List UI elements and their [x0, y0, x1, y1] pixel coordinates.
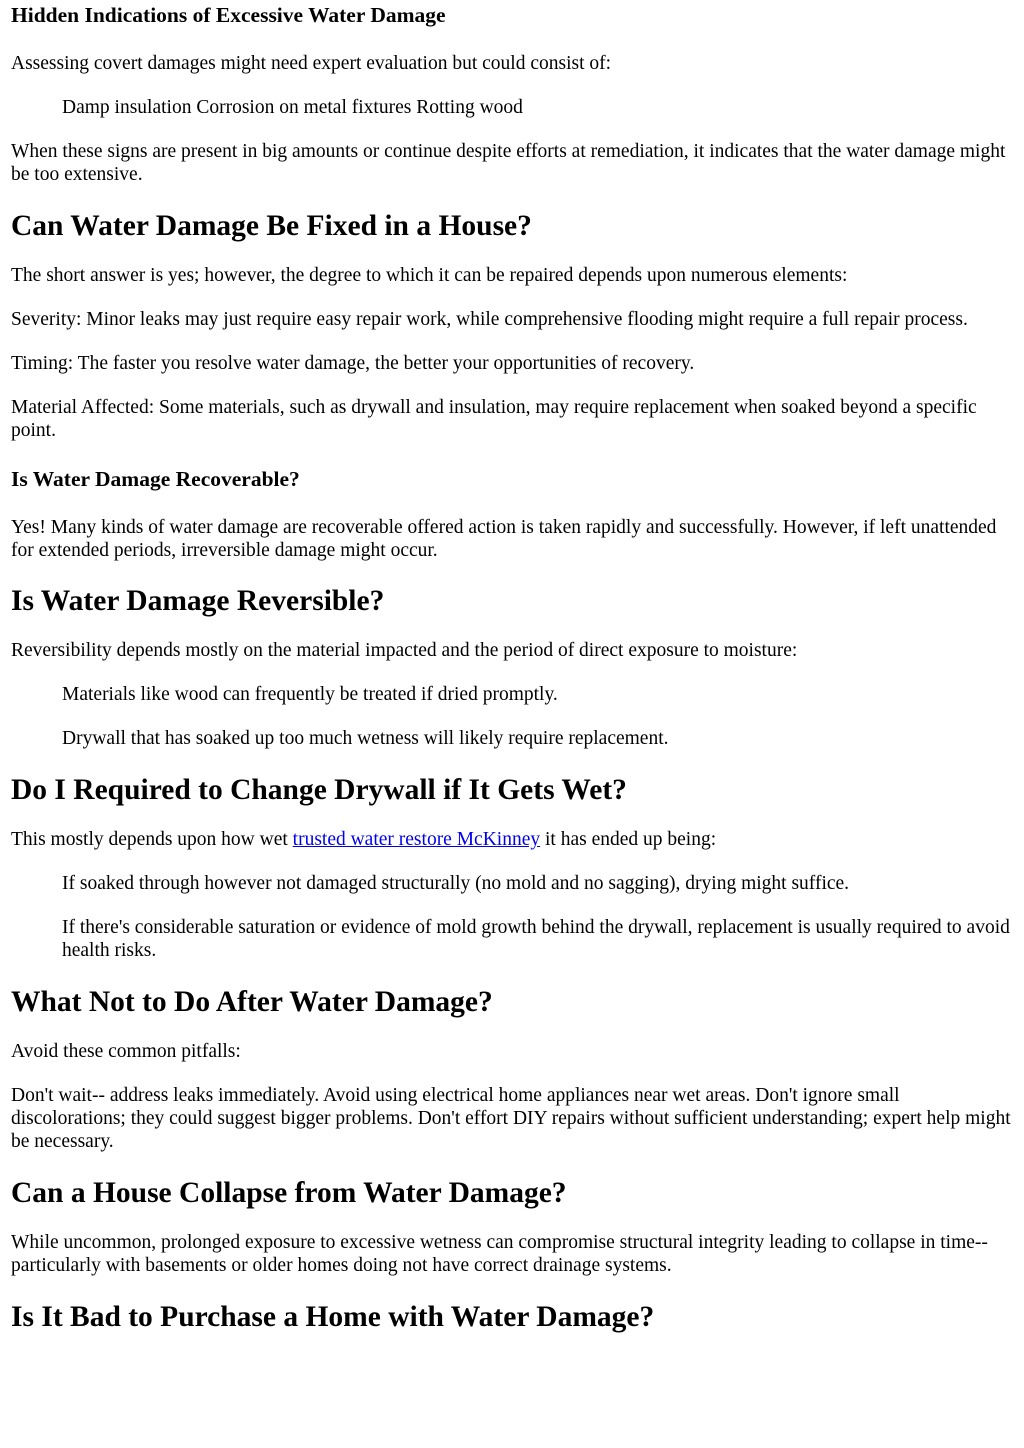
drywall-item-drying: If soaked through however not damaged structurally (no mold and no sagging), drying might suffice. — [62, 873, 850, 894]
heading-reversible: Is Water Damage Reversible? — [11, 585, 385, 617]
trusted-water-restore-link[interactable]: trusted water restore McKinney — [292, 829, 541, 850]
hidden-conclusion: When these signs are present in big amounts or continue despite efforts at remediation, it indicates that the water damage might be too extensive. — [11, 141, 1006, 185]
reversible-intro: Reversibility depends mostly on the material impacted and the period of direct exposure to moisture: — [11, 640, 798, 661]
heading-house-collapse: Can a House Collapse from Water Damage? — [11, 1177, 567, 1209]
hidden-signs-list: Damp insulation Corrosion on metal fixtures Rotting wood — [62, 97, 523, 118]
drywall-intro-before: This mostly depends upon how wet — [11, 829, 293, 850]
reversible-item-drywall: Drywall that has soaked up too much wetness will likely require replacement. — [62, 728, 669, 749]
heading-what-not-to-do: What Not to Do After Water Damage? — [11, 986, 493, 1018]
drywall-item-replacement: If there's considerable saturation or evidence of mold growth behind the drywall, replacement is usually required to avoid health risks. — [62, 917, 1010, 961]
heading-can-be-fixed: Can Water Damage Be Fixed in a House? — [11, 210, 532, 242]
reversible-item-wood: Materials like wood can frequently be treated if dried promptly. — [62, 684, 558, 705]
drywall-intro — [11, 828, 1013, 851]
drywall-intro-after: it has ended up being: — [540, 829, 717, 850]
collapse-body: While uncommon, prolonged exposure to excessive wetness can compromise structural integrity leading to collapse in time-- particularly with basements or older homes doing not have correct drainage systems. — [11, 1232, 988, 1276]
not-to-do-body: Don't wait-- address leaks immediately. Avoid using electrical home appliances near wet areas. Don't ignore small discolorations; they could suggest bigger problems. Don't effort DIY repairs without sufficient understanding; expert help might be necessary. — [11, 1085, 1011, 1152]
hidden-intro: Assessing covert damages might need expert evaluation but could consist of: — [11, 53, 612, 74]
recoverable-body: Yes! Many kinds of water damage are recoverable offered action is taken rapidly and successfully. However, if left unattended for extended periods, irreversible damage might occur. — [11, 517, 997, 561]
fixed-intro: The short answer is yes; however, the degree to which it can be repaired depends upon numerous elements: — [11, 265, 848, 286]
heading-hidden-indications: Hidden Indications of Excessive Water Damage — [11, 3, 446, 27]
heading-recoverable: Is Water Damage Recoverable? — [11, 467, 300, 491]
heading-purchase-home: Is It Bad to Purchase a Home with Water Damage? — [11, 1301, 655, 1333]
fixed-material: Material Affected: Some materials, such as drywall and insulation, may require replacement when soaked beyond a specific point. — [11, 397, 977, 441]
article — [0, 2, 1024, 1334]
fixed-severity: Severity: Minor leaks may just require easy repair work, while comprehensive flooding might require a full repair process. — [11, 309, 968, 330]
heading-change-drywall: Do I Required to Change Drywall if It Gets Wet? — [11, 774, 627, 806]
fixed-timing: Timing: The faster you resolve water damage, the better your opportunities of recovery. — [11, 353, 695, 374]
not-to-do-intro: Avoid these common pitfalls: — [11, 1041, 241, 1062]
